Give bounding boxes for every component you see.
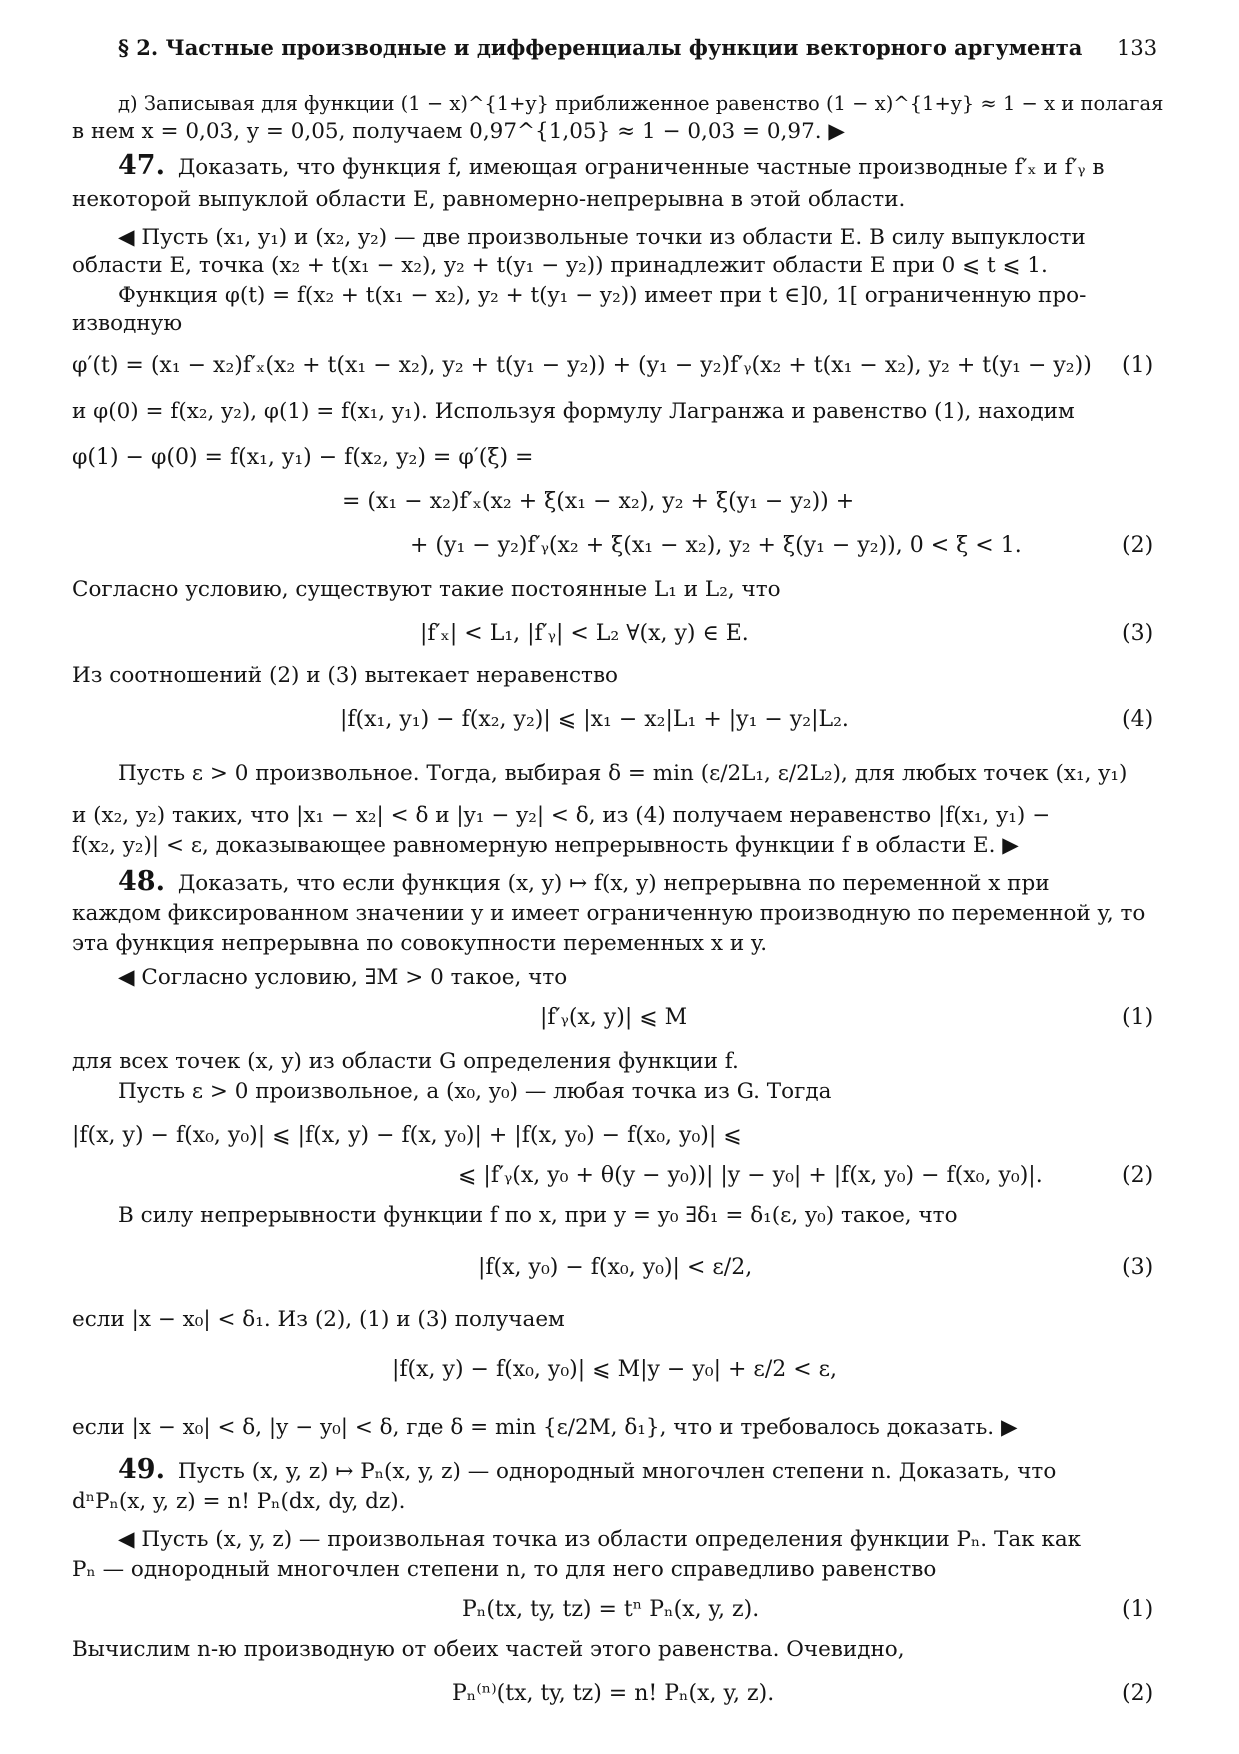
page-number: 133 (1117, 36, 1158, 60)
equation-number: (2) (1122, 533, 1154, 558)
equation: ⩽ |f′ᵧ(x, y₀ + θ(y − y₀))| |y − y₀| + |f(x, y₀) − f(x₀, y₀)|. (458, 1163, 1043, 1188)
equation: Pₙ(tx, ty, tz) = tⁿ Pₙ(x, y, z). (462, 1597, 760, 1622)
text-line: ◀ Пусть (x₁, y₁) и (x₂, y₂) — две произвольные точки из области E. В силу выпуклости (118, 225, 1086, 250)
problem-statement: Доказать, что функция f, имеющая ограниченные частные производные f′ₓ и f′ᵧ в (177, 155, 1105, 180)
problem-statement: Пусть (x, y, z) ↦ Pₙ(x, y, z) — однородный многочлен степени n. Доказать, что (177, 1459, 1057, 1484)
equation: = (x₁ − x₂)f′ₓ(x₂ + ξ(x₁ − x₂), y₂ + ξ(y₁ − y₂)) + (342, 489, 855, 514)
text-line: Вычислим n-ю производную от обеих частей этого равенства. Очевидно, (72, 1637, 905, 1662)
equation: |f(x₁, y₁) − f(x₂, y₂)| ⩽ |x₁ − x₂|L₁ + |y₁ − y₂|L₂. (340, 707, 849, 732)
text-line: каждом фиксированном значении y и имеет ограниченную производную по переменной y, то (72, 901, 1146, 926)
equation-number: (3) (1122, 621, 1154, 646)
text-line: и (x₂, y₂) таких, что |x₁ − x₂| < δ и |y₁ − y₂| < δ, из (4) получаем неравенство |f(x₁, y₁) − (72, 803, 1051, 828)
text-line: Из соотношений (2) и (3) вытекает неравенство (72, 663, 619, 688)
running-header: § 2. Частные производные и дифференциалы функции векторного аргумента (118, 35, 1083, 60)
text-line: д) Записывая для функции (1 − x)^{1+y} приближенное равенство (1 − x)^{1+y} ≈ 1 − x и полагая (118, 92, 1164, 115)
text-line: Пусть ε > 0 произвольное. Тогда, выбирая δ = min (ε/2L₁, ε/2L₂), для любых точек (x₁, y₁) (118, 761, 1128, 786)
equation: |f(x, y₀) − f(x₀, y₀)| < ε/2, (478, 1255, 753, 1280)
equation-number: (1) (1122, 1005, 1154, 1030)
equation-number: (3) (1122, 1255, 1154, 1280)
equation: |f′ᵧ(x, y)| ⩽ M (540, 1005, 688, 1030)
problem-statement: Доказать, что если функция (x, y) ↦ f(x, y) непрерывна по переменной x при (177, 871, 1050, 896)
text-line: ◀ Пусть (x, y, z) — произвольная точка из области определения функции Pₙ. Так как (118, 1527, 1082, 1552)
equation: |f′ₓ| < L₁, |f′ᵧ| < L₂ ∀(x, y) ∈ E. (420, 621, 749, 646)
problem-49 (118, 1456, 1056, 1486)
text-line: Пусть ε > 0 произвольное, а (x₀, y₀) — любая точка из G. Тогда (118, 1079, 832, 1104)
text-line: dⁿPₙ(x, y, z) = n! Pₙ(dx, dy, dz). (72, 1489, 406, 1514)
equation: Pₙ⁽ⁿ⁾(tx, ty, tz) = n! Pₙ(x, y, z). (452, 1681, 775, 1706)
equation: φ(1) − φ(0) = f(x₁, y₁) − f(x₂, y₂) = φ′(ξ) = (72, 445, 534, 470)
text-line: если |x − x₀| < δ₁. Из (2), (1) и (3) получаем (72, 1307, 565, 1332)
problem-number: 49. (118, 1454, 165, 1485)
equation-number: (1) (1122, 353, 1154, 378)
text-line: Функция φ(t) = f(x₂ + t(x₁ − x₂), y₂ + t(y₁ − y₂)) имеет при t ∈]0, 1[ ограниченную про- (118, 283, 1087, 308)
problem-48 (118, 868, 1050, 898)
equation-number: (2) (1122, 1163, 1154, 1188)
equation: |f(x, y) − f(x₀, y₀)| ⩽ |f(x, y) − f(x, y₀)| + |f(x, y₀) − f(x₀, y₀)| ⩽ (72, 1123, 742, 1148)
text-line: в нем x = 0,03, y = 0,05, получаем 0,97^{1,05} ≈ 1 − 0,03 = 0,97. ▶ (72, 119, 845, 144)
equation: |f(x, y) − f(x₀, y₀)| ⩽ M|y − y₀| + ε/2 < ε, (392, 1357, 838, 1382)
text-line: ◀ Согласно условию, ∃M > 0 такое, что (118, 965, 568, 990)
problem-47 (118, 152, 1104, 182)
equation: φ′(t) = (x₁ − x₂)f′ₓ(x₂ + t(x₁ − x₂), y₂ + t(y₁ − y₂)) + (y₁ − y₂)f′ᵧ(x₂ + t(x₁ − x₂), y₂ + t(y₁ − y₂)) (72, 353, 1092, 378)
text-line: изводную (72, 311, 183, 336)
equation-number: (4) (1122, 707, 1154, 732)
problem-number: 48. (118, 866, 165, 897)
equation-number: (1) (1122, 1597, 1154, 1622)
text-line: некоторой выпуклой области E, равномерно-непрерывна в этой области. (72, 187, 906, 212)
text-line: f(x₂, y₂)| < ε, доказывающее равномерную непрерывность функции f в области E. ▶ (72, 833, 1019, 858)
text-line: эта функция непрерывна по совокупности переменных x и y. (72, 931, 768, 956)
text-line: если |x − x₀| < δ, |y − y₀| < δ, где δ = min {ε/2M, δ₁}, что и требовалось доказать. ▶ (72, 1415, 1018, 1440)
text-line: для всех точек (x, y) из области G определения функции f. (72, 1049, 739, 1074)
equation-number: (2) (1122, 1681, 1154, 1706)
text-line: Pₙ — однородный многочлен степени n, то для него справедливо равенство (72, 1557, 937, 1582)
problem-number: 47. (118, 150, 165, 181)
text-line: В силу непрерывности функции f по x, при y = y₀ ∃δ₁ = δ₁(ε, y₀) такое, что (118, 1203, 958, 1228)
text-line: и φ(0) = f(x₂, y₂), φ(1) = f(x₁, y₁). Используя формулу Лагранжа и равенство (1), находим (72, 399, 1075, 424)
text-line: области E, точка (x₂ + t(x₁ − x₂), y₂ + t(y₁ − y₂)) принадлежит области E при 0 ⩽ t ⩽ 1. (72, 253, 1048, 278)
text-line: Согласно условию, существуют такие постоянные L₁ и L₂, что (72, 577, 781, 602)
equation: + (y₁ − y₂)f′ᵧ(x₂ + ξ(x₁ − x₂), y₂ + ξ(y₁ − y₂)), 0 < ξ < 1. (410, 533, 1022, 558)
